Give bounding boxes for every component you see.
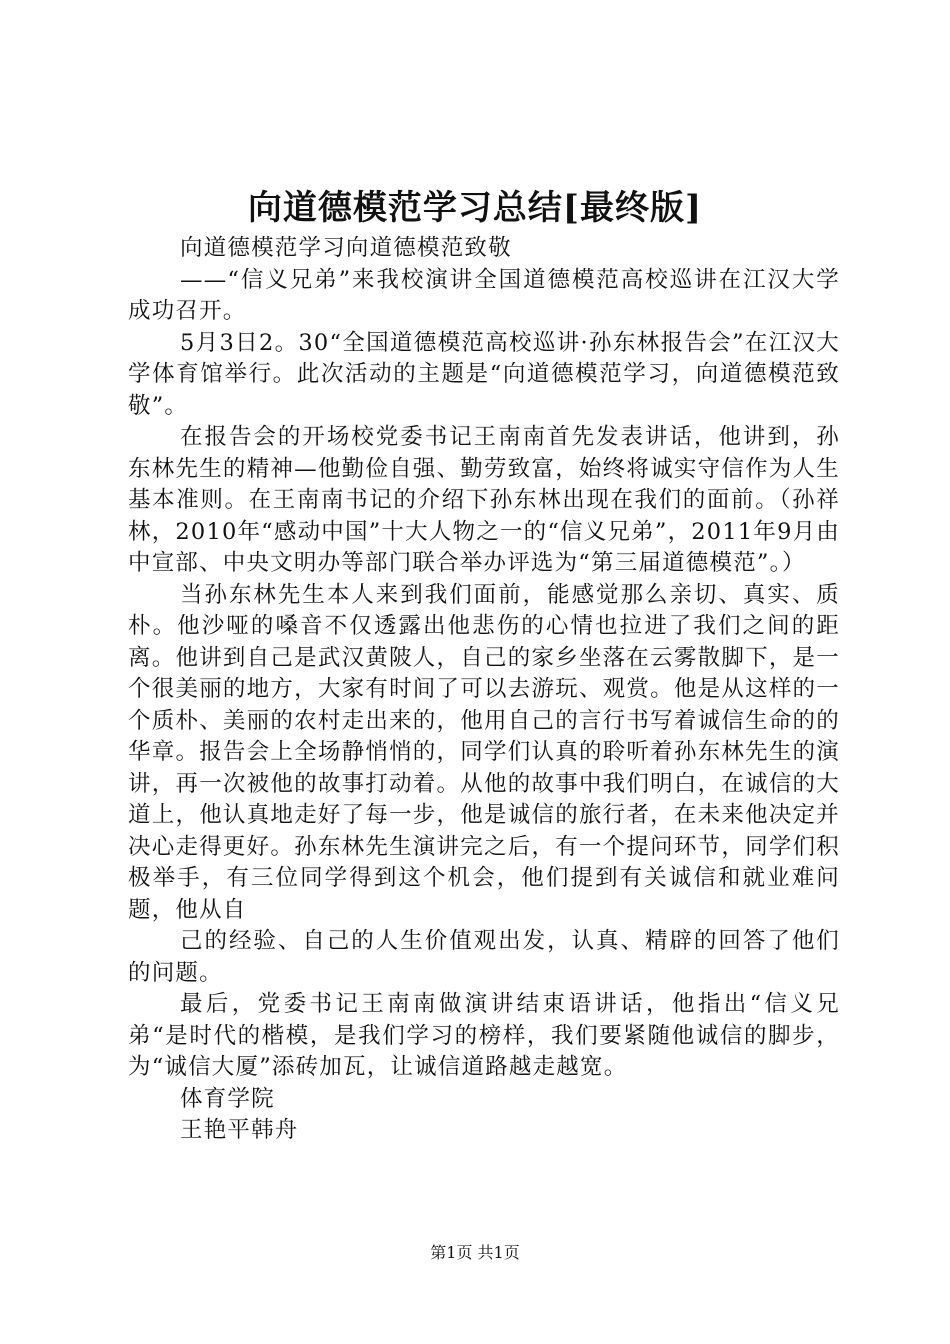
paragraph-event: 5月3日2。30“全国道德模范高校巡讲·孙东林报告会”在江汉大学体育馆举行。此次活动的主题是“向道德模范学习，向道德模范致敬”。: [128, 329, 840, 419]
page-number-footer: 第1页 共1页: [430, 1243, 520, 1262]
document-body: [128, 233, 840, 1147]
signature-department: 体育学院: [180, 1085, 275, 1112]
paragraph-opening: 在报告会的开场校党委书记王南南首先发表讲话，他讲到，孙东林先生的精神—他勤俭自强、勤劳致富，始终将诚实守信作为人生基本准则。在王南南书记的介绍下孙东林出现在我们的面前。（孙祥林，2010年“感动中国”十大人物之一的“信义兄弟”，2011年9月由中宣部、中央文明办等部门联合举办评选为“第三届道德模范”。）: [128, 424, 840, 576]
paragraph-closing: 最后，党委书记王南南做演讲结束语讲话，他指出“信义兄弟“是时代的楷模，是我们学习的榜样，我们要紧随他诚信的脚步，为“诚信大厦”添砖加瓦，让诚信道路越走越宽。: [128, 991, 840, 1080]
signature-authors: 王艳平韩舟: [180, 1117, 299, 1143]
paragraph-answer: 己的经验、自己的人生价值观出发，认真、精辟的回答了他们的问题。: [128, 928, 840, 986]
document-title: 向道德模范学习总结[最终版]: [247, 188, 703, 228]
paragraph-intro: ——“信义兄弟”来我校演讲全国道德模范高校巡讲在江汉大学成功召开。: [128, 266, 840, 324]
paragraph-speech: 当孙东林先生本人来到我们面前，能感觉那么亲切、真实、质朴。他沙哑的嗓音不仅透露出他悲伤的心情也拉进了我们之间的距离。他讲到自己是武汉黄陂人，自己的家乡坐落在云雾散脚下，是一个很美丽的地方，大家有时间了可以去游玩、观赏。他是从这样的一个质朴、美丽的农村走出来的，他用自己的言行书写着诚信生命的的华章。报告会上全场静悄悄的，同学们认真的聆听着孙东林先生的演讲，再一次被他的故事打动着。从他的故事中我们明白，在诚信的大道上，他认真地走好了每一步，他是诚信的旅行者，在未来他决定并决心走得更好。孙东林先生演讲完之后，有一个提问环节，同学们积极举手，有三位同学得到这个机会，他们提到有关诚信和就业难问题，他从自: [128, 581, 840, 923]
subtitle-line: 向道德模范学习向道德模范致敬: [180, 235, 512, 261]
